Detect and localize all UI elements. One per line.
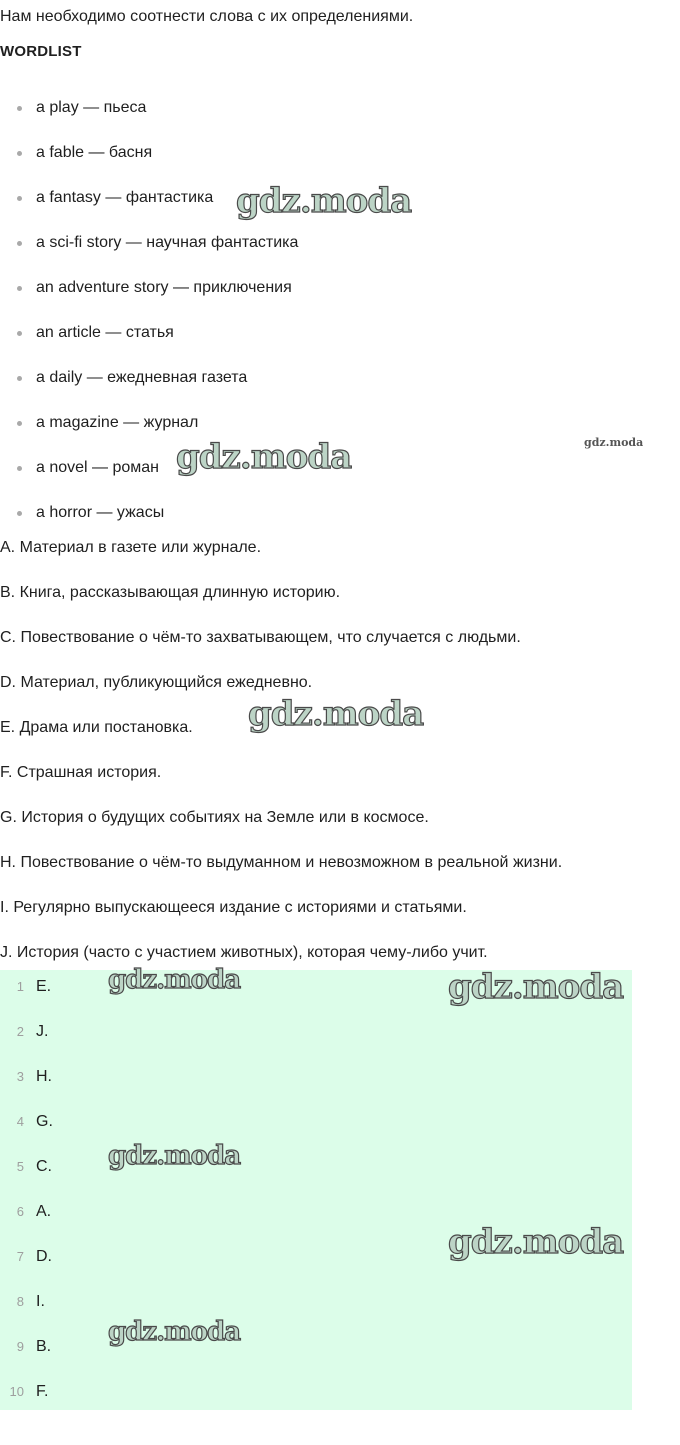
word-entry: a novel — роман xyxy=(36,459,160,476)
line-number: 2 xyxy=(16,1024,24,1039)
bullet-icon xyxy=(17,421,22,426)
watermark: gdz.moda xyxy=(236,181,412,221)
answer-value: C. xyxy=(36,1158,52,1175)
answer-value: F. xyxy=(36,1383,49,1400)
watermark: gdz.moda xyxy=(448,967,624,1007)
line-number: 1 xyxy=(16,979,24,994)
definition-item: D. Материал, публикующийся ежедневно. xyxy=(0,674,313,691)
line-number: 5 xyxy=(16,1159,24,1174)
watermark: gdz.moda xyxy=(248,694,424,734)
watermark: gdz.moda xyxy=(448,1222,624,1262)
definition-item: G. История о будущих событиях на Земле или в космосе. xyxy=(0,809,429,826)
bullet-icon xyxy=(17,331,22,336)
line-number: 9 xyxy=(16,1339,24,1354)
definition-item: B. Книга, рассказывающая длинную историю. xyxy=(0,584,341,601)
definition-item: E. Драма или постановка. xyxy=(0,719,193,736)
definition-item: J. История (часто с участием животных), которая чему-либо учит. xyxy=(0,944,488,961)
answer-value: I. xyxy=(36,1293,45,1310)
answer-value: G. xyxy=(36,1113,53,1130)
wordlist-heading: WORDLIST xyxy=(0,43,82,60)
definition-item: I. Регулярно выпускающееся издание с историями и статьями. xyxy=(0,899,467,916)
word-entry: a fable — басня xyxy=(36,144,153,161)
word-entry: a fantasy — фантастика xyxy=(36,189,214,206)
answer-value: H. xyxy=(36,1068,52,1085)
bullet-icon xyxy=(17,196,22,201)
word-entry: a sci-fi story — научная фантастика xyxy=(36,234,299,251)
line-number: 7 xyxy=(16,1249,24,1264)
word-entry: a magazine — журнал xyxy=(36,414,199,431)
bullet-icon xyxy=(17,376,22,381)
answer-value: B. xyxy=(36,1338,52,1355)
answer-value: D. xyxy=(36,1248,52,1265)
definition-item: C. Повествование о чём-то захватывающем, что случается с людьми. xyxy=(0,629,521,646)
answer-block xyxy=(0,967,632,1410)
answer-row xyxy=(0,1335,632,1359)
answer-row xyxy=(0,1200,632,1224)
answer-value: E. xyxy=(36,978,52,995)
line-number: 4 xyxy=(16,1114,24,1129)
line-number: 3 xyxy=(16,1069,24,1084)
answer-row xyxy=(0,1290,632,1314)
word-entry: a horror — ужасы xyxy=(36,504,165,521)
watermark: gdz.moda xyxy=(108,1141,241,1171)
answer-row xyxy=(0,1065,632,1089)
bullet-icon xyxy=(17,466,22,471)
bullet-icon xyxy=(17,241,22,246)
line-number: 6 xyxy=(16,1204,24,1219)
watermark: gdz.moda xyxy=(176,437,352,477)
definition-item: H. Повествование о чём-то выдуманном и невозможном в реальной жизни. xyxy=(0,854,563,871)
definition-list xyxy=(0,536,562,986)
definition-item: F. Страшная история. xyxy=(0,764,162,781)
answer-row xyxy=(0,1110,632,1134)
bullet-icon xyxy=(17,151,22,156)
word-entry: an adventure story — приключения xyxy=(36,279,292,296)
bullet-icon xyxy=(17,106,22,111)
watermark: gdz.moda xyxy=(584,436,644,449)
answer-value: J. xyxy=(36,1023,49,1040)
bullet-icon xyxy=(17,286,22,291)
answer-row xyxy=(0,1380,632,1404)
answer-value: A. xyxy=(36,1203,52,1220)
word-entry: a play — пьеса xyxy=(36,99,147,116)
bullet-icon xyxy=(17,511,22,516)
line-number: 8 xyxy=(16,1294,24,1309)
intro-text: Нам необходимо соотнести слова с их определениями. xyxy=(0,8,414,25)
watermark: gdz.moda xyxy=(108,965,241,995)
watermark: gdz.moda xyxy=(108,1317,241,1347)
word-entry: a daily — ежедневная газета xyxy=(36,369,248,386)
word-entry: an article — статья xyxy=(36,324,174,341)
answer-row xyxy=(0,1020,632,1044)
line-number: 10 xyxy=(9,1384,24,1399)
definition-item: A. Материал в газете или журнале. xyxy=(0,539,262,556)
answer-row xyxy=(0,1155,632,1179)
